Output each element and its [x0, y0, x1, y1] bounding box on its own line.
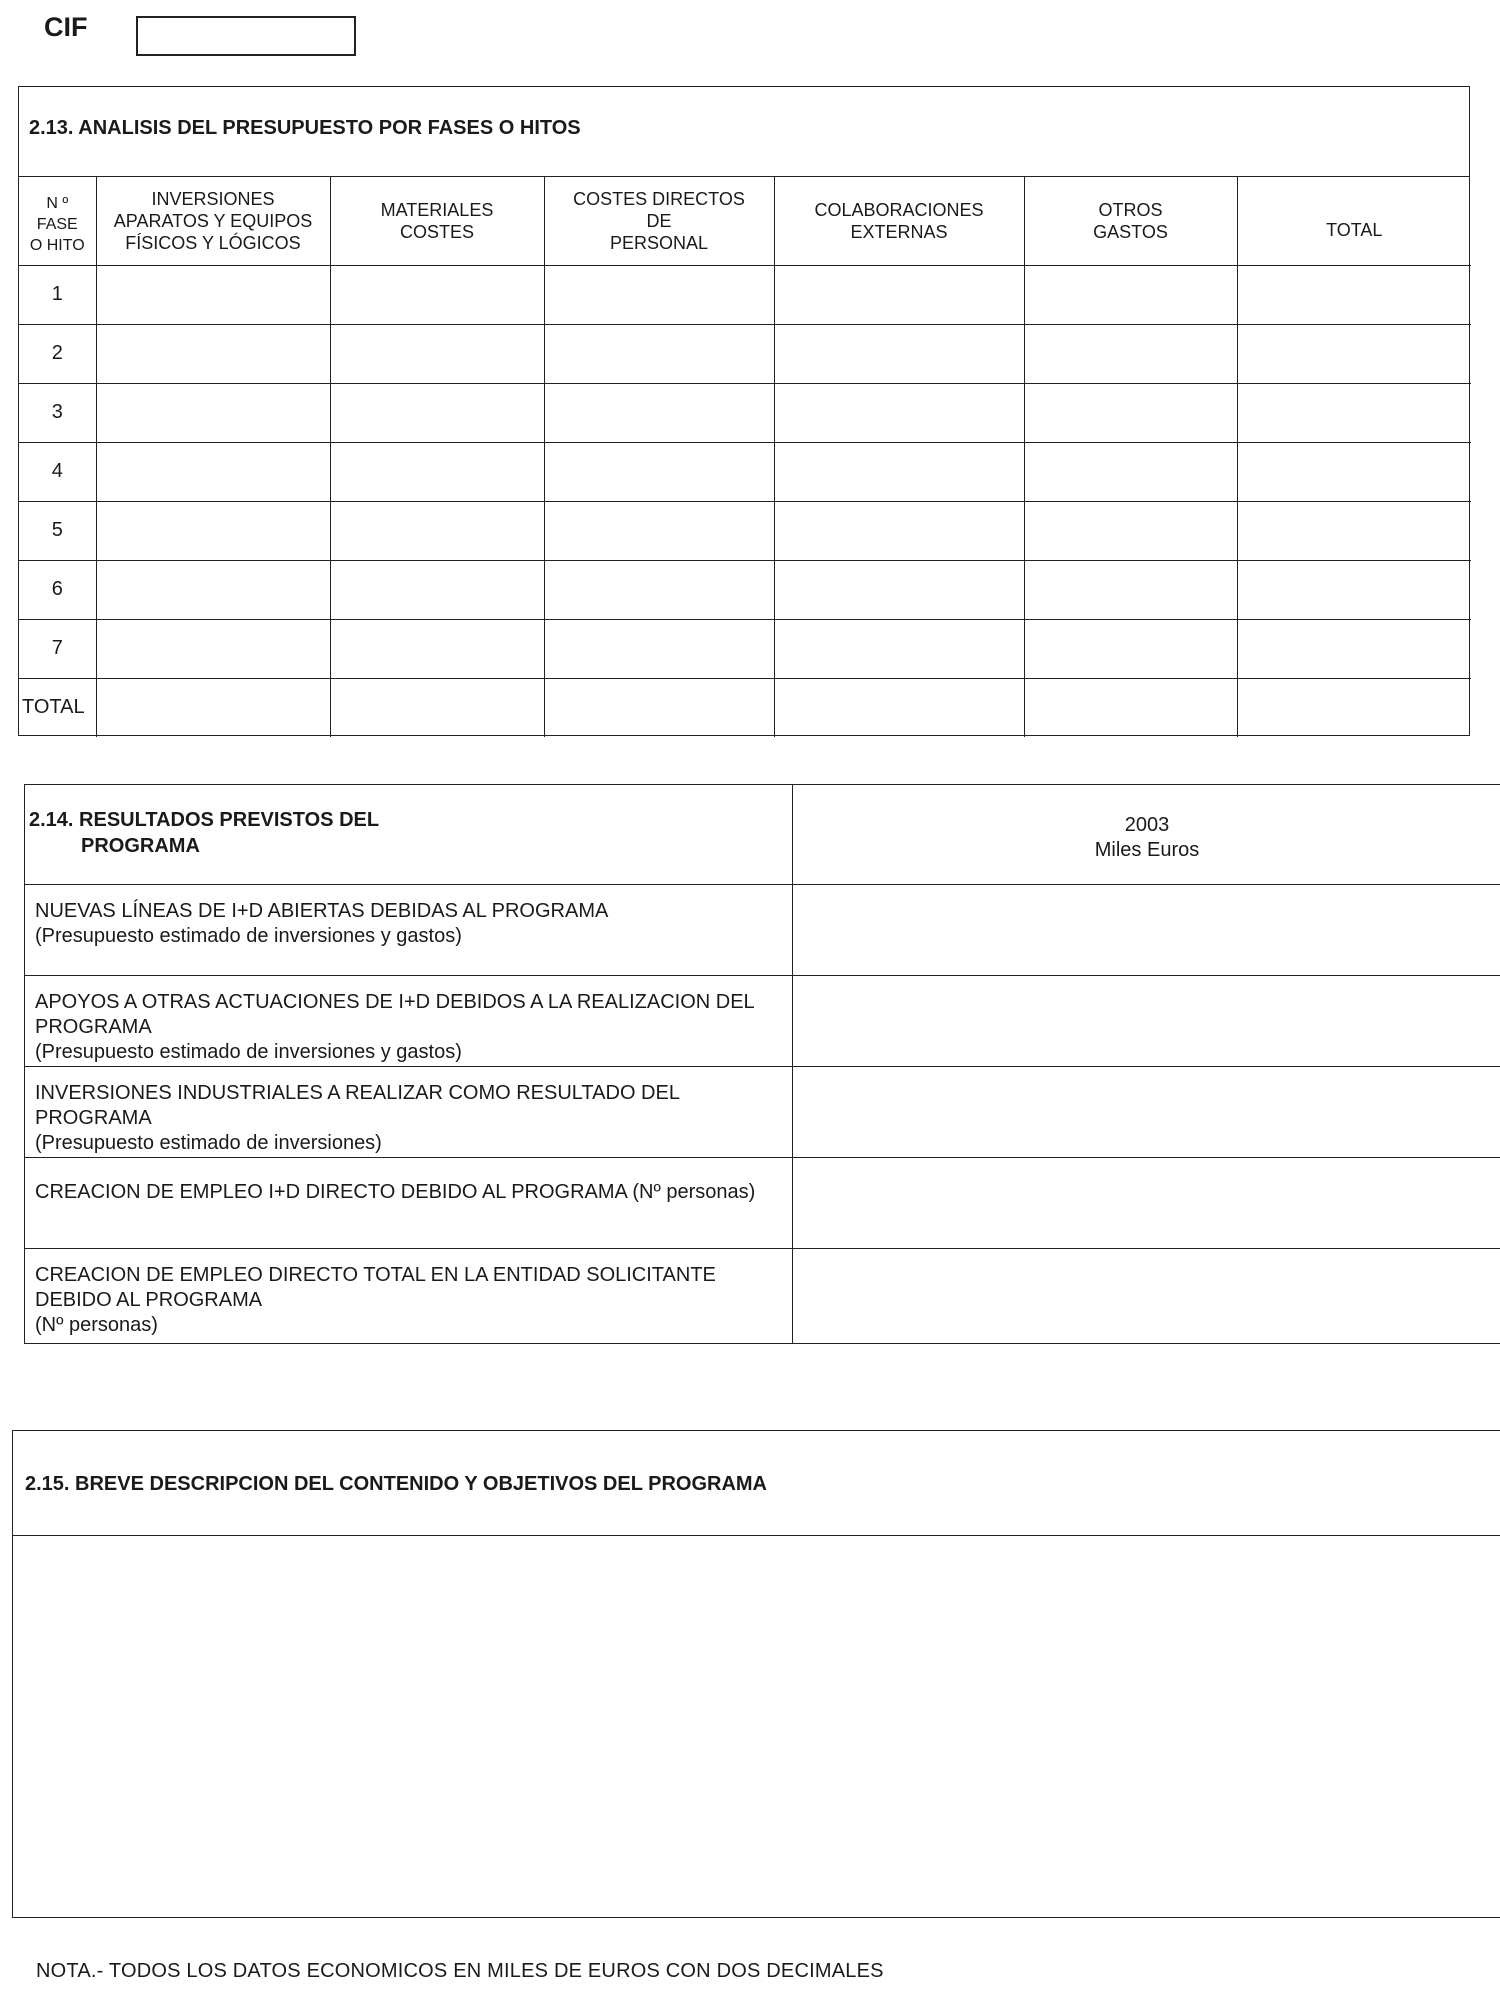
- table-cell[interactable]: [1024, 265, 1237, 324]
- table-cell[interactable]: [96, 265, 330, 324]
- results-row-label: [25, 1249, 793, 1343]
- cif-label: CIF: [44, 12, 88, 42]
- table-cell[interactable]: [96, 560, 330, 619]
- results-row-label: [25, 1158, 793, 1248]
- table-cell[interactable]: [330, 619, 544, 678]
- column-header-collaborations: COLABORACIONES EXTERNAS: [774, 177, 1024, 265]
- table-cell[interactable]: [774, 501, 1024, 560]
- results-row-sub: (Presupuesto estimado de inversiones y gastos): [35, 925, 462, 947]
- table-cell[interactable]: [330, 383, 544, 442]
- cif-input[interactable]: [136, 16, 356, 56]
- phase-number: 1: [19, 265, 96, 324]
- table-header-row: [19, 177, 1471, 265]
- table-cell[interactable]: [544, 383, 774, 442]
- table-cell[interactable]: [96, 442, 330, 501]
- table-cell[interactable]: [330, 265, 544, 324]
- table-cell[interactable]: [774, 678, 1024, 737]
- table-cell[interactable]: [1237, 560, 1471, 619]
- table-cell[interactable]: [774, 619, 1024, 678]
- results-row-label: [25, 1067, 793, 1157]
- phase-number: 6: [19, 560, 96, 619]
- table-cell[interactable]: [1237, 324, 1471, 383]
- table-row: [19, 442, 1471, 501]
- table-cell[interactable]: [96, 678, 330, 737]
- total-label: TOTAL: [19, 678, 96, 737]
- table-cell[interactable]: [1237, 619, 1471, 678]
- table-row: [19, 265, 1471, 324]
- column-header-materials: MATERIALES COSTES: [330, 177, 544, 265]
- results-title-line2: PROGRAMA: [81, 835, 200, 857]
- table-cell[interactable]: [330, 560, 544, 619]
- table-cell[interactable]: [544, 442, 774, 501]
- table-cell[interactable]: [1024, 324, 1237, 383]
- table-cell[interactable]: [1237, 442, 1471, 501]
- description-section: [12, 1430, 1500, 1918]
- table-row: [19, 560, 1471, 619]
- results-row-main: INVERSIONES INDUSTRIALES A REALIZAR COMO RESULTADO DEL PROGRAMA: [35, 1082, 680, 1129]
- results-row: [25, 1067, 1500, 1158]
- table-cell[interactable]: [544, 501, 774, 560]
- table-cell[interactable]: [544, 678, 774, 737]
- results-value-cell[interactable]: [793, 976, 1500, 1066]
- table-row: [19, 619, 1471, 678]
- description-textarea[interactable]: [13, 1536, 1500, 1916]
- table-cell[interactable]: [330, 324, 544, 383]
- table-cell[interactable]: [330, 501, 544, 560]
- results-row-main: CREACION DE EMPLEO I+D DIRECTO DEBIDO AL PROGRAMA (Nº personas): [35, 1181, 756, 1203]
- table-row: [19, 383, 1471, 442]
- table-cell[interactable]: [96, 383, 330, 442]
- footer-note: NOTA.- TODOS LOS DATOS ECONOMICOS EN MILES DE EUROS CON DOS DECIMALES: [36, 1960, 884, 1982]
- table-row: [19, 324, 1471, 383]
- table-cell[interactable]: [330, 442, 544, 501]
- column-header-phase: N º FASE O HITO: [19, 177, 96, 265]
- table-cell[interactable]: [1024, 560, 1237, 619]
- table-cell[interactable]: [330, 678, 544, 737]
- budget-table: [19, 177, 1471, 737]
- table-cell[interactable]: [1237, 265, 1471, 324]
- table-cell[interactable]: [774, 442, 1024, 501]
- column-header-other: OTROS GASTOS: [1024, 177, 1237, 265]
- table-cell[interactable]: [96, 619, 330, 678]
- results-column-header: [793, 785, 1500, 885]
- results-value-cell[interactable]: [793, 1158, 1500, 1248]
- table-cell[interactable]: [1024, 501, 1237, 560]
- results-row-sub: (Presupuesto estimado de inversiones): [35, 1132, 382, 1154]
- budget-section: [18, 86, 1470, 736]
- results-value-cell[interactable]: [793, 1067, 1500, 1157]
- phase-number: 7: [19, 619, 96, 678]
- column-header-personnel: COSTES DIRECTOS DE PERSONAL: [544, 177, 774, 265]
- table-cell[interactable]: [774, 265, 1024, 324]
- table-cell[interactable]: [544, 560, 774, 619]
- results-row: [25, 976, 1500, 1067]
- table-cell[interactable]: [1237, 501, 1471, 560]
- phase-number: 4: [19, 442, 96, 501]
- table-cell[interactable]: [96, 501, 330, 560]
- table-total-row: [19, 678, 1471, 737]
- results-row-main: NUEVAS LÍNEAS DE I+D ABIERTAS DEBIDAS AL PROGRAMA: [35, 900, 609, 922]
- results-value-cell[interactable]: [793, 885, 1500, 975]
- phase-number: 3: [19, 383, 96, 442]
- table-cell[interactable]: [1237, 383, 1471, 442]
- phase-number: 2: [19, 324, 96, 383]
- results-column-year: 2003: [1124, 814, 1170, 836]
- table-cell[interactable]: [1024, 383, 1237, 442]
- table-cell[interactable]: [544, 265, 774, 324]
- results-row: [25, 1158, 1500, 1249]
- table-row: [19, 501, 1471, 560]
- table-cell[interactable]: [544, 619, 774, 678]
- results-row-sub: (Presupuesto estimado de inversiones y gastos): [35, 1041, 462, 1063]
- table-cell[interactable]: [774, 560, 1024, 619]
- results-row-main: CREACION DE EMPLEO DIRECTO TOTAL EN LA ENTIDAD SOLICITANTE DEBIDO AL PROGRAMA: [35, 1264, 716, 1311]
- budget-section-title: 2.13. ANALISIS DEL PRESUPUESTO POR FASES O HITOS: [19, 87, 1469, 177]
- table-cell[interactable]: [1024, 619, 1237, 678]
- results-row-sub: (Nº personas): [35, 1314, 158, 1336]
- results-value-cell[interactable]: [793, 1249, 1500, 1343]
- column-header-total: TOTAL: [1237, 177, 1471, 265]
- table-cell[interactable]: [1024, 442, 1237, 501]
- phase-number: 5: [19, 501, 96, 560]
- results-row-main: APOYOS A OTRAS ACTUACIONES DE I+D DEBIDOS A LA REALIZACION DEL PROGRAMA: [35, 991, 754, 1038]
- results-row-label: [25, 976, 793, 1066]
- results-row: [25, 1249, 1500, 1343]
- results-section-title: [25, 785, 793, 885]
- table-cell[interactable]: [774, 383, 1024, 442]
- results-header: [25, 785, 1500, 885]
- results-row: [25, 885, 1500, 976]
- results-column-unit: Miles Euros: [1094, 839, 1200, 861]
- table-cell[interactable]: [544, 324, 774, 383]
- description-section-title: 2.15. BREVE DESCRIPCION DEL CONTENIDO Y OBJETIVOS DEL PROGRAMA: [13, 1431, 1500, 1536]
- results-title-line1: 2.14. RESULTADOS PREVISTOS DEL: [29, 809, 380, 831]
- results-row-label: [25, 885, 793, 975]
- table-cell[interactable]: [1024, 678, 1237, 737]
- table-cell[interactable]: [96, 324, 330, 383]
- results-section: [24, 784, 1500, 1344]
- table-cell[interactable]: [774, 324, 1024, 383]
- table-cell[interactable]: [1237, 678, 1471, 737]
- column-header-investments: INVERSIONES APARATOS Y EQUIPOS FÍSICOS Y LÓGICOS: [96, 177, 330, 265]
